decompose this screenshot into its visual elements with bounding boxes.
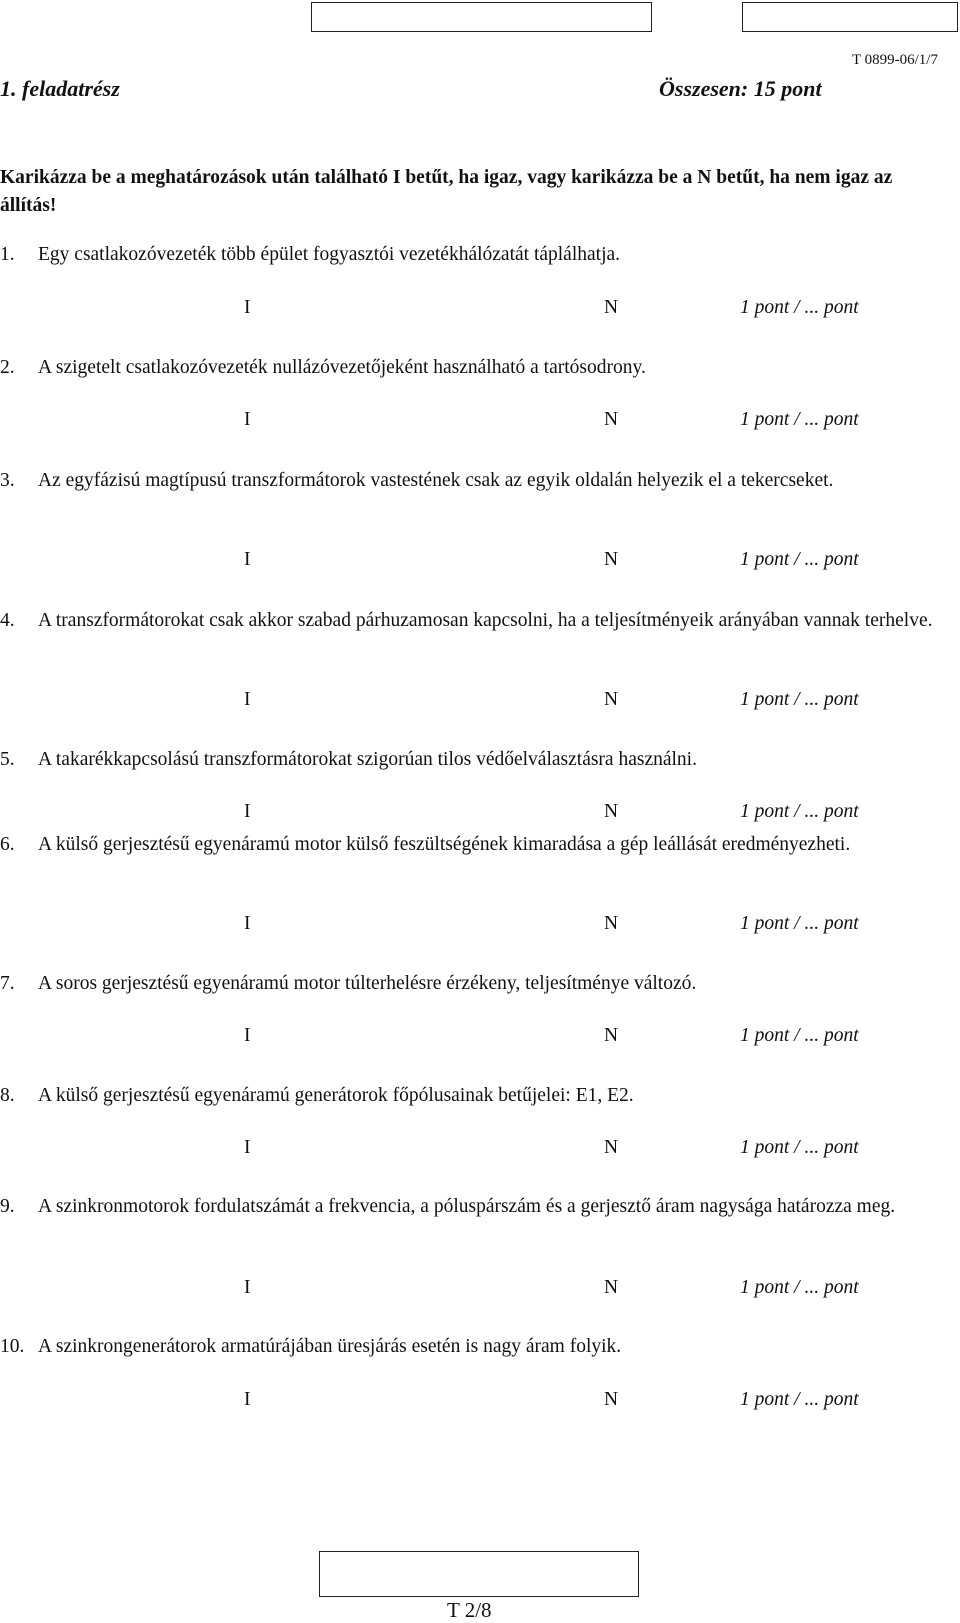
question-text: Az egyfázisú magtípusú transzformátorok vastestének csak az egyik oldalán helyezik el a tekercseket. xyxy=(38,470,834,491)
option-true[interactable]: I xyxy=(244,1137,251,1158)
question-text: A transzformátorokat csak akkor szabad párhuzamosan kapcsolni, ha a teljesítményeik arányában vannak terhelve. xyxy=(38,610,933,631)
question-item xyxy=(0,353,945,382)
question-item xyxy=(0,1081,945,1110)
answer-row xyxy=(0,297,945,327)
option-true[interactable]: I xyxy=(244,409,251,430)
option-false[interactable]: N xyxy=(604,409,619,430)
page-number: T 2/8 xyxy=(447,1598,492,1622)
points-label: 1 pont / ... pont xyxy=(740,689,859,710)
question-item xyxy=(0,969,945,998)
question-text: A soros gerjesztésű egyenáramú motor túlterhelésre érzékeny, teljesítménye változó. xyxy=(38,973,697,994)
answer-row xyxy=(0,1277,945,1307)
instruction-text: Karikázza be a meghatározások után található I betűt, ha igaz, vagy karikázza be a N betűt, ha nem igaz az állítás! xyxy=(0,167,893,216)
question-item xyxy=(0,745,945,774)
question-item xyxy=(0,830,945,859)
option-true[interactable]: I xyxy=(244,1277,251,1298)
answer-row xyxy=(0,801,945,831)
question-number: 4. xyxy=(0,610,15,631)
answer-row xyxy=(0,1137,945,1167)
points-label: 1 pont / ... pont xyxy=(740,1137,859,1158)
footer-box xyxy=(319,1551,639,1597)
question-number: 2. xyxy=(0,357,15,378)
option-false[interactable]: N xyxy=(604,549,619,570)
points-label: 1 pont / ... pont xyxy=(740,1025,859,1046)
question-number: 8. xyxy=(0,1085,15,1106)
question-number: 7. xyxy=(0,973,15,994)
question-text: Egy csatlakozóvezeték több épület fogyasztói vezetékhálózatát táplálhatja. xyxy=(38,244,621,265)
question-text: A külső gerjesztésű egyenáramú motor külső feszültségének kimaradása a gép leállását eredményezheti. xyxy=(38,834,851,855)
option-true[interactable]: I xyxy=(244,1025,251,1046)
option-true[interactable]: I xyxy=(244,689,251,710)
question-number: 1. xyxy=(0,244,15,265)
option-false[interactable]: N xyxy=(604,1277,619,1298)
question-text: A szigetelt csatlakozóvezeték nullázóvezetőjeként használható a tartósodrony. xyxy=(38,357,646,378)
question-text: A takarékkapcsolású transzformátorokat szigorúan tilos védőelválasztásra használni. xyxy=(38,749,697,770)
answer-row xyxy=(0,549,945,579)
option-true[interactable]: I xyxy=(244,297,251,318)
header-box-right xyxy=(742,2,958,32)
points-label: 1 pont / ... pont xyxy=(740,1277,859,1298)
points-label: 1 pont / ... pont xyxy=(740,549,859,570)
option-false[interactable]: N xyxy=(604,913,619,934)
option-false[interactable]: N xyxy=(604,801,619,822)
question-number: 10. xyxy=(0,1336,25,1357)
question-item xyxy=(0,466,945,495)
option-true[interactable]: I xyxy=(244,801,251,822)
document-code: T 0899-06/1/7 xyxy=(852,52,938,68)
question-item xyxy=(0,606,945,635)
question-number: 5. xyxy=(0,749,15,770)
option-false[interactable]: N xyxy=(604,689,619,710)
answer-row xyxy=(0,1389,945,1419)
option-false[interactable]: N xyxy=(604,1389,619,1410)
option-true[interactable]: I xyxy=(244,1389,251,1410)
question-text: A szinkrongenerátorok armatúrájában üresjárás esetén is nagy áram folyik. xyxy=(38,1336,622,1357)
section-title: 1. feladatrész xyxy=(0,76,120,101)
total-points: Összesen: 15 pont xyxy=(659,76,822,101)
option-false[interactable]: N xyxy=(604,1025,619,1046)
points-label: 1 pont / ... pont xyxy=(740,801,859,822)
question-number: 6. xyxy=(0,834,15,855)
option-true[interactable]: I xyxy=(244,913,251,934)
question-text: A külső gerjesztésű egyenáramú generátorok főpólusainak betűjelei: E1, E2. xyxy=(38,1085,634,1106)
points-label: 1 pont / ... pont xyxy=(740,409,859,430)
option-true[interactable]: I xyxy=(244,549,251,570)
option-false[interactable]: N xyxy=(604,297,619,318)
option-false[interactable]: N xyxy=(604,1137,619,1158)
points-label: 1 pont / ... pont xyxy=(740,297,859,318)
points-label: 1 pont / ... pont xyxy=(740,913,859,934)
question-number: 3. xyxy=(0,470,15,491)
question-item xyxy=(0,240,945,269)
points-label: 1 pont / ... pont xyxy=(740,1389,859,1410)
question-item xyxy=(0,1332,945,1361)
answer-row xyxy=(0,409,945,439)
question-number: 9. xyxy=(0,1196,15,1217)
question-item xyxy=(0,1192,945,1221)
answer-row xyxy=(0,689,945,719)
question-text: A szinkronmotorok fordulatszámát a frekvencia, a póluspárszám és a gerjesztő áram nagysága határozza meg. xyxy=(38,1196,896,1217)
answer-row xyxy=(0,1025,945,1055)
answer-row xyxy=(0,913,945,943)
header-box-left xyxy=(311,2,652,32)
